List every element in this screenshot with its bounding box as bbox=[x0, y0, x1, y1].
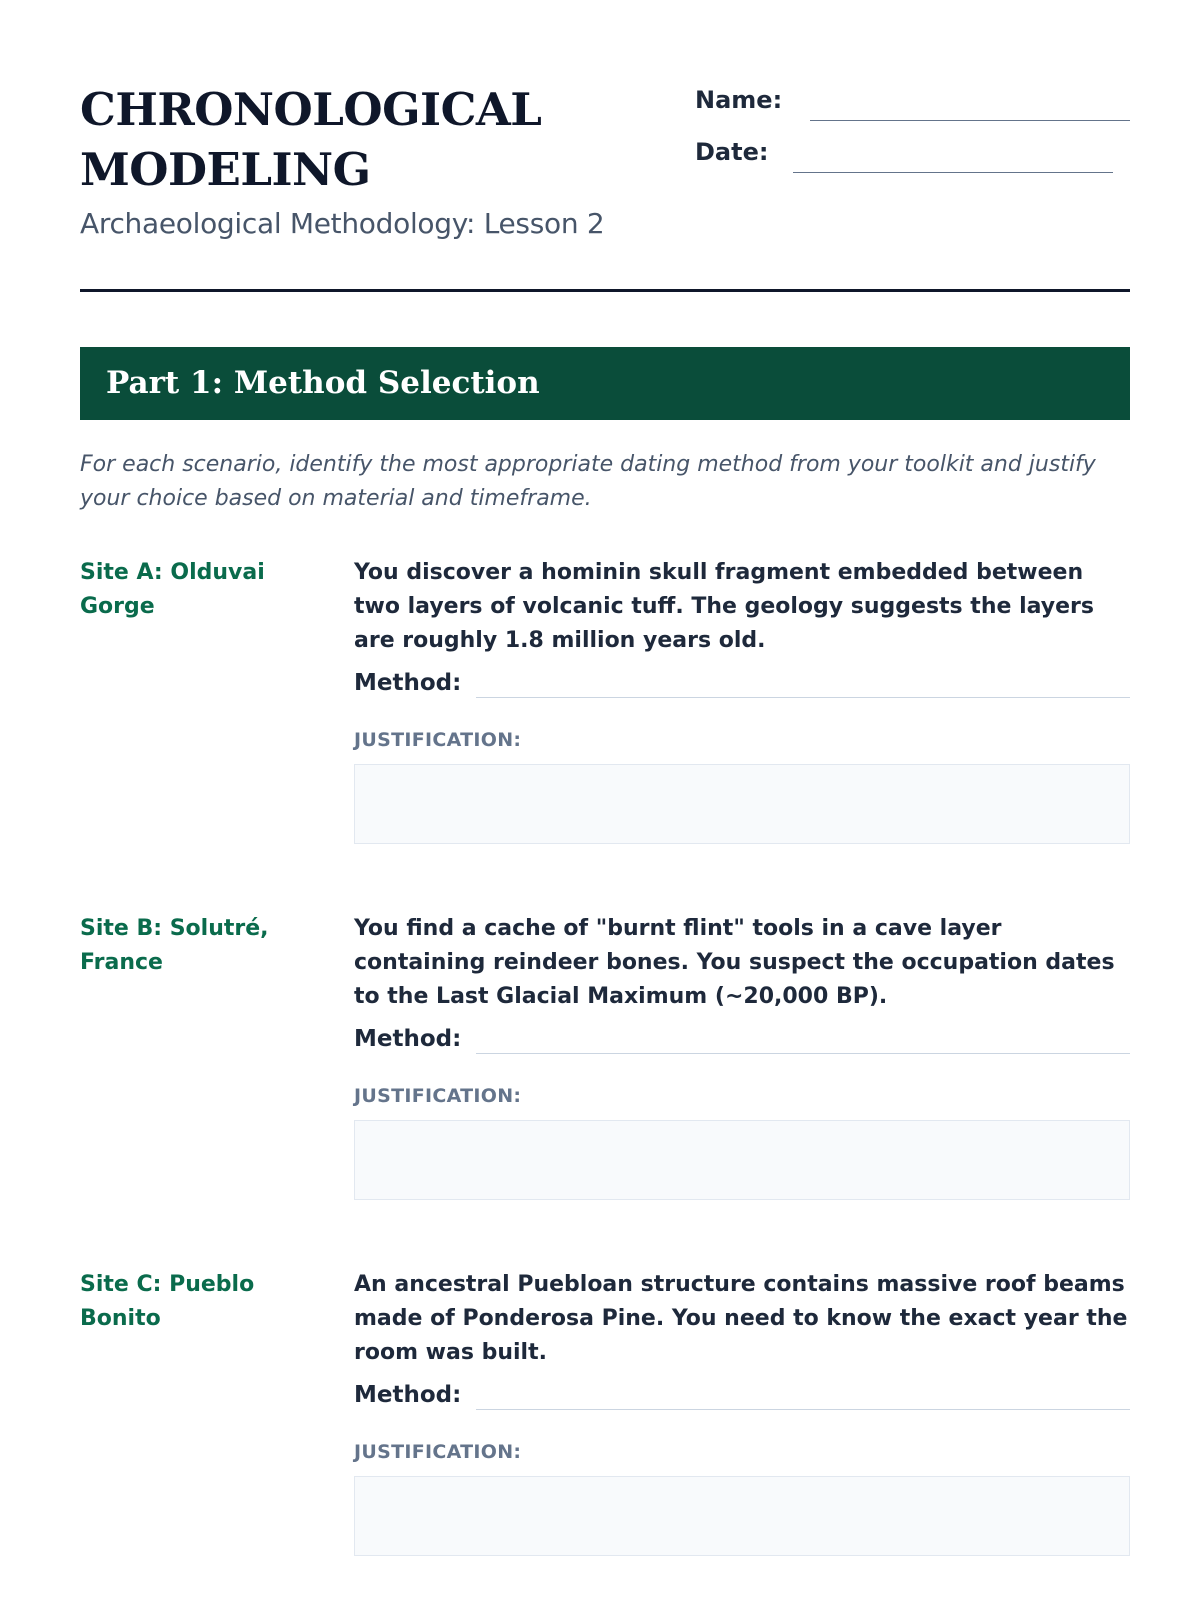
worksheet-page bbox=[80, 0, 1130, 1600]
method-label: Method: bbox=[354, 1026, 462, 1052]
name-field[interactable] bbox=[810, 120, 1130, 121]
method-input[interactable] bbox=[476, 1370, 1130, 1410]
date-label: Date: bbox=[695, 138, 769, 166]
justification-label: JUSTIFICATION: bbox=[354, 1085, 522, 1107]
method-label: Method: bbox=[354, 1382, 462, 1408]
header-divider bbox=[80, 289, 1130, 292]
justification-input[interactable] bbox=[354, 1120, 1130, 1200]
site-body bbox=[354, 556, 1130, 844]
date-row bbox=[695, 136, 1130, 188]
section-banner bbox=[80, 347, 1130, 420]
section-title: Part 1: Method Selection bbox=[106, 365, 540, 401]
name-row bbox=[695, 84, 1130, 136]
site-body bbox=[354, 912, 1130, 1200]
page-subtitle: Archaeological Methodology: Lesson 2 bbox=[80, 207, 605, 240]
justification-label: JUSTIFICATION: bbox=[354, 1441, 522, 1463]
section-instructions: For each scenario, identify the most appropriate dating method from your toolkit and justify your choice based on material and timeframe. bbox=[80, 452, 1096, 511]
method-label: Method: bbox=[354, 670, 462, 696]
title-line-1: CHRONOLOGICAL bbox=[80, 83, 542, 136]
name-label: Name: bbox=[695, 86, 783, 114]
method-row bbox=[354, 658, 1130, 728]
title-line-2: MODELING bbox=[80, 143, 371, 196]
method-row bbox=[354, 1370, 1130, 1440]
scenario-text: You find a cache of "burnt flint" tools in a cave layer containing reindeer bones. You suspect the occupation dates to the Last Glacial Maximum (~20,000 BP). bbox=[354, 916, 1115, 1009]
site-body bbox=[354, 1268, 1130, 1556]
site-name: Site B: Solutré, France bbox=[80, 916, 269, 975]
justification-input[interactable] bbox=[354, 1476, 1130, 1556]
scenario-text: You discover a hominin skull fragment embedded between two layers of volcanic tuff. The geology suggests the layers are roughly 1.8 million years old. bbox=[354, 560, 1094, 653]
method-input[interactable] bbox=[476, 1014, 1130, 1054]
site-name: Site C: Pueblo Bonito bbox=[80, 1272, 255, 1331]
site-name: Site A: Olduvai Gorge bbox=[80, 560, 265, 619]
method-input[interactable] bbox=[476, 658, 1130, 698]
page-title bbox=[80, 80, 640, 200]
justification-input[interactable] bbox=[354, 764, 1130, 844]
method-row bbox=[354, 1014, 1130, 1084]
worksheet-header bbox=[80, 80, 1130, 260]
scenario-text: An ancestral Puebloan structure contains massive roof beams made of Ponderosa Pine. You need to know the exact year the room was built. bbox=[354, 1272, 1128, 1365]
date-field[interactable] bbox=[793, 172, 1113, 173]
justification-label: JUSTIFICATION: bbox=[354, 729, 522, 751]
student-info bbox=[695, 84, 1130, 188]
